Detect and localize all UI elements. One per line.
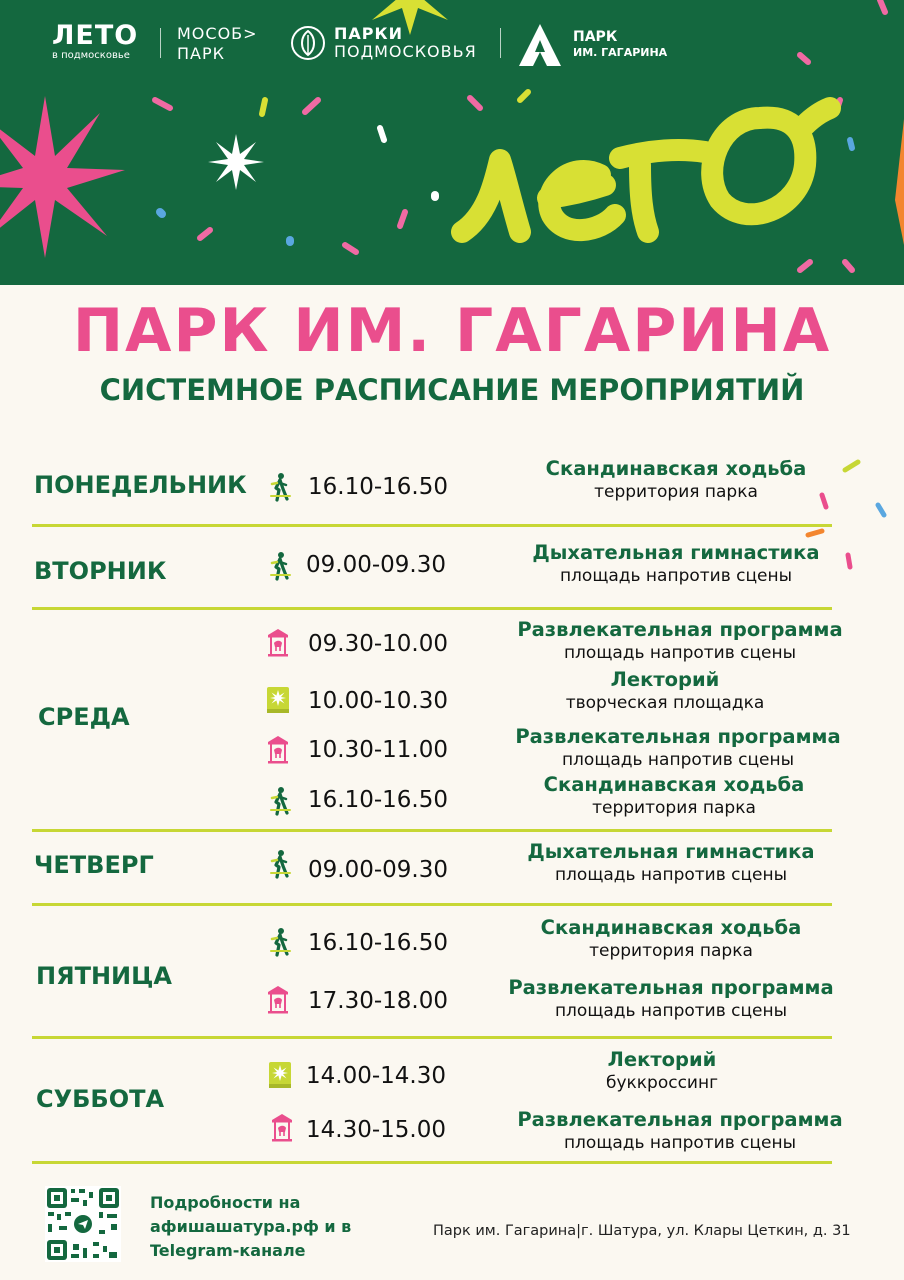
event-name: Дыхательная гимнастика [532, 541, 820, 564]
event-time: 16.10-16.50 [308, 787, 448, 813]
event-name: Дыхательная гимнастика [527, 840, 815, 863]
logo-divider [500, 28, 501, 58]
event-activity [465, 668, 865, 714]
mosobpark-logo [177, 24, 258, 64]
event-place: площадь напротив сцены [563, 643, 797, 663]
leto-logo-text: ЛЕТО [52, 20, 139, 51]
event-activity [478, 725, 878, 771]
day-saturday: СУББОТА [36, 1085, 165, 1113]
event-time: 14.00-14.30 [306, 1063, 446, 1089]
row-divider [32, 903, 832, 906]
walking-icon [268, 472, 292, 502]
event-place: территория парка [589, 941, 753, 961]
row-divider [32, 829, 832, 832]
event-activity [480, 618, 880, 664]
event-time: 09.00-09.30 [308, 857, 448, 883]
more-info-text: Подробности на афишашатура.рф и в Telegram-канале [150, 1193, 352, 1260]
event-time: 09.30-10.00 [308, 631, 448, 657]
event-time: 10.30-11.00 [308, 737, 448, 763]
day-thursday: ЧЕТВЕРГ [34, 851, 154, 879]
event-name: Развлекательная программа [515, 725, 841, 748]
header-banner [0, 0, 904, 285]
event-name: Развлекательная программа [508, 976, 834, 999]
day-monday: ПОНЕДЕЛЬНИК [34, 471, 247, 499]
carousel-icon [270, 1112, 294, 1142]
event-activity [471, 840, 871, 886]
day-tuesday: ВТОРНИК [34, 557, 167, 585]
leaf-icon [290, 25, 326, 61]
day-wednesday: СРЕДА [38, 703, 130, 731]
event-time: 09.00-09.30 [306, 552, 446, 578]
carousel-icon [266, 984, 290, 1014]
day-friday: ПЯТНИЦА [36, 962, 172, 990]
row-divider [32, 607, 832, 610]
gagarin-logo-line1: ПАРК [573, 29, 618, 45]
row-divider [32, 1036, 832, 1039]
event-time: 17.30-18.00 [308, 988, 448, 1014]
event-time: 16.10-16.50 [308, 930, 448, 956]
event-name: Скандинавская ходьба [543, 773, 805, 796]
event-time: 14.30-15.00 [306, 1117, 446, 1143]
event-name: Развлекательная программа [517, 618, 843, 641]
page-title: ПАРК ИМ. ГАГАРИНА [72, 296, 832, 366]
leto-logo [52, 22, 138, 62]
event-activity [471, 916, 871, 962]
event-activity [474, 773, 874, 819]
mosobpark-logo-line1: МОСОБ> [177, 24, 258, 43]
event-name: Лекторий [607, 1048, 717, 1071]
row-divider [32, 1161, 832, 1164]
rocket-tree-icon [515, 22, 565, 68]
address-text: Парк им. Гагарина|г. Шатура, ул. Клары Цеткин, д. 31 [433, 1223, 851, 1239]
walking-icon [268, 927, 292, 957]
carousel-icon [266, 627, 290, 657]
event-place: территория парка [594, 482, 758, 502]
walking-icon [268, 849, 292, 879]
walking-icon [268, 786, 292, 816]
event-time: 10.00-10.30 [308, 688, 448, 714]
logo-divider [160, 28, 161, 58]
event-place: площадь напротив сцены [554, 1001, 788, 1021]
event-name: Скандинавская ходьба [540, 916, 802, 939]
event-place: площадь напротив сцены [561, 750, 795, 770]
partner-logos [0, 0, 904, 80]
event-place: площадь напротив сцены [559, 566, 793, 586]
page-subtitle: СИСТЕМНОЕ РАСПИСАНИЕ МЕРОПРИЯТИЙ [99, 373, 805, 407]
row-divider [32, 524, 832, 527]
confetti-decoration [800, 455, 904, 585]
book-icon [266, 685, 290, 715]
leto-logo-subtext: в подмосковье [52, 50, 130, 61]
event-place: буккроссинг [605, 1073, 719, 1093]
event-name: Скандинавская ходьба [545, 457, 807, 480]
parks-logo-line1: ПАРКИ [334, 24, 403, 43]
event-place: территория парка [592, 798, 756, 818]
parks-logo-line2: ПОДМОСКОВЬЯ [334, 42, 477, 61]
event-activity [471, 976, 871, 1022]
event-place: площадь напротив сцены [563, 1133, 797, 1153]
gagarin-logo-line2: ИМ. ГАГАРИНА [573, 46, 668, 59]
event-activity [462, 1048, 862, 1094]
event-name: Лекторий [610, 668, 720, 691]
mosobpark-logo-line2: ПАРК [177, 44, 225, 63]
walking-icon [268, 551, 292, 581]
carousel-icon [266, 734, 290, 764]
event-name: Развлекательная программа [517, 1108, 843, 1131]
qr-code[interactable] [45, 1186, 121, 1262]
event-activity [480, 1108, 880, 1154]
event-time: 16.10-16.50 [308, 474, 448, 500]
book-icon [268, 1060, 292, 1090]
event-place: творческая площадка [565, 693, 765, 713]
event-place: площадь напротив сцены [554, 865, 788, 885]
